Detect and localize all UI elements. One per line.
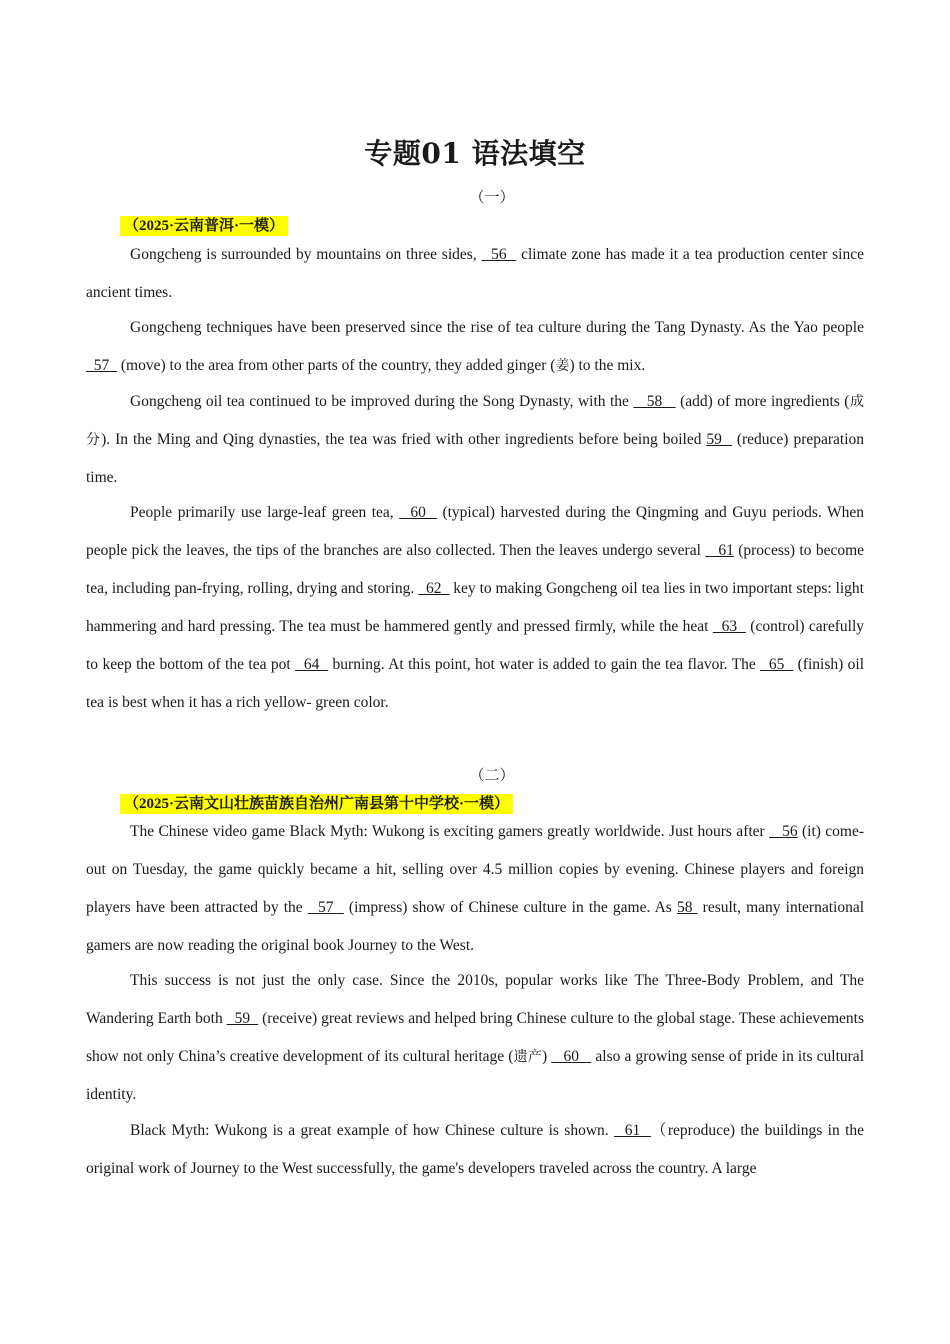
blank-61[interactable]: 61 (705, 542, 734, 559)
text: (move) to the area from other parts of the country, they added ginger ( (117, 357, 556, 374)
text: This success is not just the only case. Since the 2010s, popular works like The Three-Body Problem, and The Wandering Earth both (86, 972, 864, 1027)
text: ). In the Ming and Qing dynasties, the tea was fried with other ingredients before being boiled (101, 431, 707, 448)
section-2-label: （二） (469, 768, 515, 784)
blank-56[interactable]: 56 (481, 246, 517, 263)
s1-paragraph-2 (86, 309, 864, 385)
text: Gongcheng oil tea continued to be improved during the Song Dynasty, with the (130, 393, 634, 410)
text: The Chinese video game Black Myth: Wukong is exciting gamers greatly worldwide. Just hours after (130, 823, 770, 840)
text: (reduce) preparation time. (86, 431, 865, 486)
text: (control) carefully to keep the bottom of the tea pot (86, 618, 864, 673)
text: ) (542, 1048, 552, 1065)
text: key to making Gongcheng oil tea lies in two important steps: light hammering and hard pressing. The tea must be hammered gently and pressed firmly, while the heat (86, 580, 864, 635)
blank-59[interactable]: 59 (706, 431, 732, 448)
section-1-label: （一） (469, 190, 515, 206)
s2-paragraph-3 (86, 1112, 864, 1188)
text: (it) come-out on Tuesday, the game quickly became a hit, selling over 4.5 million copies by evening. Chinese players and foreign players have been attracted by the (86, 823, 864, 916)
s2-paragraph-1 (86, 813, 864, 965)
text: （reproduce) the buildings in the original work of Journey to the West successfully, the game's developers traveled across the country. A large (86, 1122, 864, 1177)
blank-56[interactable]: 56 (769, 823, 798, 840)
blank-58[interactable]: 58 (633, 393, 676, 410)
blank-57[interactable]: 57 (307, 899, 344, 916)
chinese-gloss: 遗产 (513, 1049, 543, 1065)
text: Gongcheng is surrounded by mountains on three sides, (130, 246, 477, 263)
text: Black Myth: Wukong is a great example of how Chinese culture is shown. (130, 1122, 614, 1139)
s2-paragraph-2 (86, 962, 864, 1114)
page-title: 专题01 语法填空 (364, 137, 586, 170)
text: also a growing sense of pride in its cultural identity. (86, 1048, 864, 1103)
section-2-source: （2025·云南文山壮族苗族自治州广南县第十中学校·一模） (120, 794, 513, 814)
blank-64[interactable]: 64 (295, 656, 329, 673)
text: (add) of more ingredients ( (675, 393, 850, 410)
text: People primarily use large-leaf green tea, (130, 504, 400, 521)
s1-paragraph-1 (86, 236, 864, 312)
text: (process) to become tea, including pan-frying, rolling, drying and storing. (86, 542, 865, 597)
text: Gongcheng techniques have been preserved since the rise of tea culture during the Tang Dynasty. As the Yao people (130, 319, 864, 336)
blank-57[interactable]: 57 (86, 357, 117, 374)
text: ) to the mix. (569, 357, 646, 374)
blank-63[interactable]: 63 (712, 618, 746, 635)
blank-60[interactable]: 60 (551, 1048, 592, 1065)
s1-paragraph-4 (86, 494, 864, 722)
blank-58[interactable]: 58 (676, 899, 698, 916)
blank-65[interactable]: 65 (760, 656, 794, 673)
text: burning. At this point, hot water is added to gain the tea flavor. The (328, 656, 761, 673)
section-1-source: （2025·云南普洱·一模） (120, 216, 288, 236)
text: (typical) harvested during the Qingming and Guyu periods. When people pick the leaves, the tips of the branches are also collected. Then the leaves undergo several (86, 504, 864, 559)
text: (impress) show of Chinese culture in the game. As (343, 899, 677, 916)
blank-61[interactable]: 61 (614, 1122, 651, 1139)
blank-60[interactable]: 60 (399, 504, 437, 521)
text: result, many international gamers are now reading the original book Journey to the West. (86, 899, 865, 954)
blank-59[interactable]: 59 (226, 1010, 259, 1027)
text: (finish) oil tea is best when it has a rich yellow- green color. (86, 656, 865, 711)
text: climate zone has made it a tea production center since ancient times. (86, 246, 864, 301)
chinese-gloss: 成分 (86, 394, 865, 448)
s1-paragraph-3 (86, 383, 864, 497)
chinese-gloss: 姜 (555, 358, 570, 374)
blank-62[interactable]: 62 (418, 580, 450, 597)
text: (receive) great reviews and helped bring Chinese culture to the global stage. These achievements show not only China’s creative development of its cultural heritage ( (86, 1010, 864, 1065)
